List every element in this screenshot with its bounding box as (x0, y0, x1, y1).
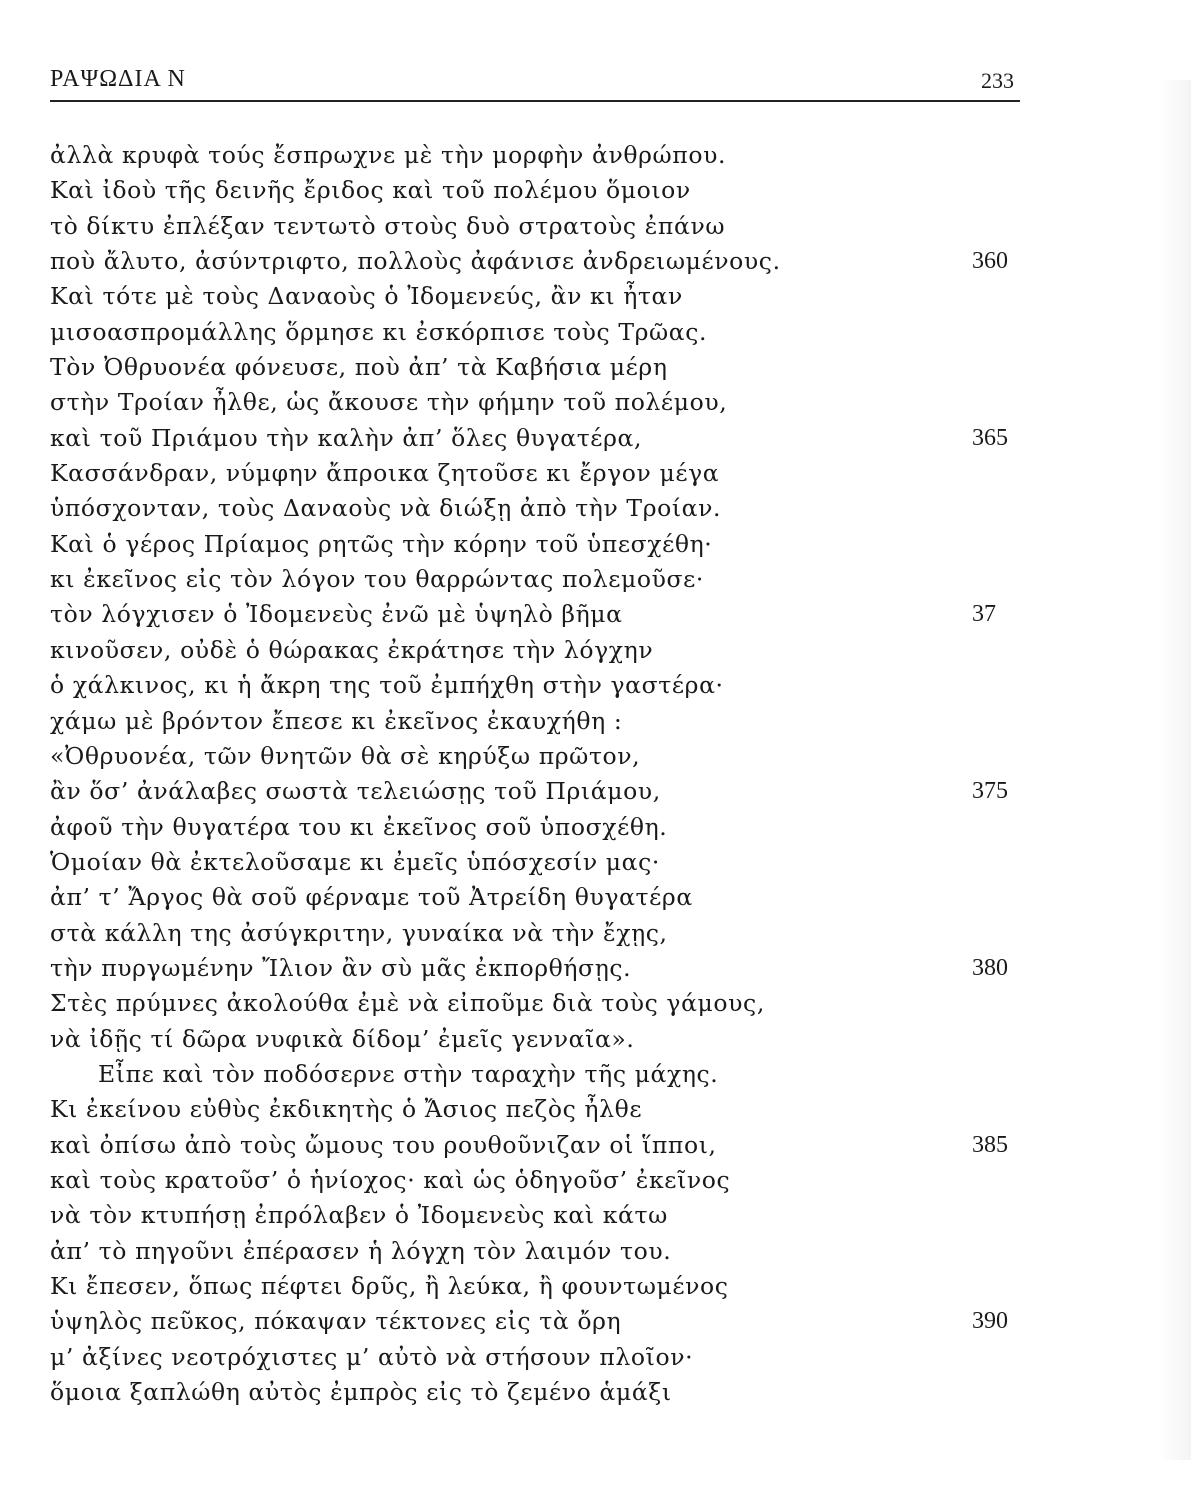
verse-line (50, 1022, 1030, 1057)
verse-line (50, 845, 1030, 880)
verse-line (50, 810, 1030, 845)
verse-text: νὰ ἰδῇς τί δῶρα νυφικὰ δίδομ’ ἐμεῖς γενναῖα». (50, 1024, 635, 1053)
verse-text: Καὶ τότε μὲ τοὺς Δαναοὺς ὁ Ἰδομενεύς, ἂν κι ἦταν (50, 282, 683, 311)
verse-line (50, 385, 1030, 420)
facing-page-edge (1158, 80, 1191, 1460)
line-number: 375 (972, 778, 1008, 805)
verse-text: καὶ ὀπίσω ἀπὸ τοὺς ὤμους του ρουθοῦνιζαν οἱ ἵπποι, (50, 1130, 717, 1159)
verse-text: Κι ἔπεσεν, ὅπως πέφτει δρῦς, ἢ λεύκα, ἢ φουντωμένος (50, 1272, 729, 1300)
verse-line (50, 350, 1030, 385)
page-header (50, 66, 1020, 102)
page-number: 233 (981, 68, 1014, 93)
verse-text: Στὲς πρύμνες ἀκολούθα ἐμὲ νὰ εἰποῦμε διὰ τοὺς γάμους, (50, 989, 765, 1018)
verse-text: μισοασπρομάλλης ὅρμησε κι ἐσκόρπισε τοὺς Τρῶας. (50, 317, 708, 346)
verse-text: ὅμοια ξαπλώθη αὐτὸς ἐμπρὸς εἰς τὸ ζεμένο ἁμάξι (50, 1378, 672, 1407)
verse-text: ἀπ’ τὸ πηγοῦνι ἐπέρασεν ἡ λόγχη τὸν λαιμόν του. (50, 1236, 672, 1265)
verse-text: στὰ κάλλη της ἀσύγκριτην, γυναίκα νὰ τὴν ἔχῃς, (50, 918, 668, 947)
verse-text: ἀλλὰ κρυφὰ τούς ἔσπρωχνε μὲ τὴν μορφὴν ἀνθρώπου. (50, 141, 727, 169)
verse-text: Ὁμοίαν θὰ ἐκτελοῦσαμε κι ἐμεῖς ὑπόσχεσίν μας· (50, 847, 660, 876)
verse-line (50, 1092, 1030, 1127)
verse-line (50, 562, 1030, 597)
verse-text: Εἶπε καὶ τὸν ποδόσερνε στὴν ταραχὴν τῆς μάχης. (98, 1059, 719, 1088)
verse-text: ὑπόσχονταν, τοὺς Δαναοὺς νὰ διώξῃ ἀπὸ τὴν Τροίαν. (50, 494, 722, 523)
running-head: ΡΑΨΩΔΙΑ Ν (50, 66, 186, 92)
verse-text: Τὸν Ὀθρυονέα φόνευσε, ποὺ ἀπ’ τὰ Καβήσια μέρη (50, 353, 668, 382)
verse-line (50, 456, 1030, 491)
verse-line (50, 597, 1030, 632)
verse-line (50, 1128, 1030, 1163)
verse-line (50, 1269, 1030, 1304)
verse-line (50, 880, 1030, 915)
verse-line (50, 279, 1030, 314)
verse-line (50, 244, 1030, 279)
verse-text: τὴν πυργωμένην Ἴλιον ἂν σὺ μᾶς ἐκπορθήσῃς. (50, 953, 632, 982)
verse-line (50, 1234, 1030, 1269)
verse-text: Κασσάνδραν, νύμφην ἄπροικα ζητοῦσε κι ἔργον μέγα (50, 459, 720, 488)
verse-text: ἂν ὅσ’ ἀνάλαβες σωστὰ τελειώσῃς τοῦ Πριάμου, (50, 777, 661, 806)
verse-line (50, 173, 1030, 208)
verse-line (50, 527, 1030, 562)
verse-line (50, 315, 1030, 350)
line-number: 365 (972, 424, 1008, 451)
verse-text: Καὶ ἰδοὺ τῆς δεινῆς ἔριδος καὶ τοῦ πολέμου ὅμοιον (50, 176, 691, 205)
verse-line (50, 1057, 1030, 1092)
verse-line (50, 633, 1030, 668)
verse-line (50, 421, 1030, 456)
verse-text: τὸν λόγχισεν ὁ Ἰδομενεὺς ἐνῶ μὲ ὑψηλὸ βῆμα (50, 600, 623, 629)
verse-line (50, 1375, 1030, 1410)
verse-line (50, 138, 1030, 173)
verse-text: «Ὀθρυονέα, τῶν θνητῶν θὰ σὲ κηρύξω πρῶτον, (50, 741, 641, 770)
verse-text: μ’ ἀξίνες νεοτρόχιστες μ’ αὐτὸ νὰ στήσουν πλοῖον· (50, 1342, 694, 1371)
verse-text: ὁ χάλκινος, κι ἡ ἄκρη της τοῦ ἐμπήχθη στὴν γαστέρα· (50, 671, 724, 700)
verse-line (50, 704, 1030, 739)
verse-line (50, 491, 1030, 526)
verse-text: ἀφοῦ τὴν θυγατέρα του κι ἐκεῖνος σοῦ ὑποσχέθη. (50, 812, 668, 841)
verse-text: καὶ τοῦ Πριάμου τὴν καλὴν ἀπ’ ὅλες θυγατέρα, (50, 423, 643, 452)
verse-line (50, 739, 1030, 774)
verse-text: Κι ἐκείνου εὐθὺς ἐκδικητὴς ὁ Ἄσιος πεζὸς ἦλθε (50, 1095, 643, 1124)
verse-text: κινοῦσεν, οὐδὲ ὁ θώρακας ἐκράτησε τὴν λόγχην (50, 635, 654, 664)
verse-text: στὴν Τροίαν ἦλθε, ὡς ἄκουσε τὴν φήμην τοῦ πολέμου, (50, 388, 728, 417)
verse-text: τὸ δίκτυ ἐπλέξαν τεντωτὸ στοὺς δυὸ στρατοὺς ἐπάνω (50, 211, 726, 240)
verse-line (50, 1340, 1030, 1375)
line-number: 360 (972, 248, 1008, 275)
line-number: 380 (972, 954, 1008, 981)
verse-text: ἀπ’ τ’ Ἄργος θὰ σοῦ φέρναμε τοῦ Ἀτρείδη θυγατέρα (50, 883, 693, 912)
verse-line (50, 951, 1030, 986)
verse-block (50, 138, 1030, 1410)
verse-line (50, 668, 1030, 703)
verse-line (50, 209, 1030, 244)
verse-text: κι ἐκεῖνος εἰς τὸν λόγον του θαρρώντας πολεμοῦσε· (50, 565, 704, 594)
verse-text: καὶ τοὺς κρατοῦσ’ ὁ ἡνίοχος· καὶ ὡς ὁδηγοῦσ’ ἐκεῖνος (50, 1165, 731, 1194)
line-number: 390 (972, 1308, 1008, 1335)
verse-line (50, 1198, 1030, 1233)
verse-text: Καὶ ὁ γέρος Πρίαμος ρητῶς τὴν κόρην τοῦ ὑπεσχέθη· (50, 529, 713, 558)
verse-text: νὰ τὸν κτυπήσῃ ἐπρόλαβεν ὁ Ἰδομενεὺς καὶ κάτω (50, 1201, 668, 1230)
verse-line (50, 916, 1030, 951)
verse-line (50, 986, 1030, 1021)
verse-line (50, 774, 1030, 809)
verse-text: χάμω μὲ βρόντον ἔπεσε κι ἐκεῖνος ἐκαυχήθη : (50, 706, 623, 735)
verse-line (50, 1163, 1030, 1198)
verse-line (50, 1304, 1030, 1339)
verse-text: ποὺ ἄλυτο, ἀσύντριφτο, πολλοὺς ἀφάνισε ἀνδρειωμένους. (50, 247, 781, 276)
verse-text: ὑψηλὸς πεῦκος, πόκαψαν τέκτονες εἰς τὰ ὄρη (50, 1307, 622, 1336)
line-number: 385 (972, 1131, 1008, 1158)
line-number: 37 (972, 601, 996, 628)
